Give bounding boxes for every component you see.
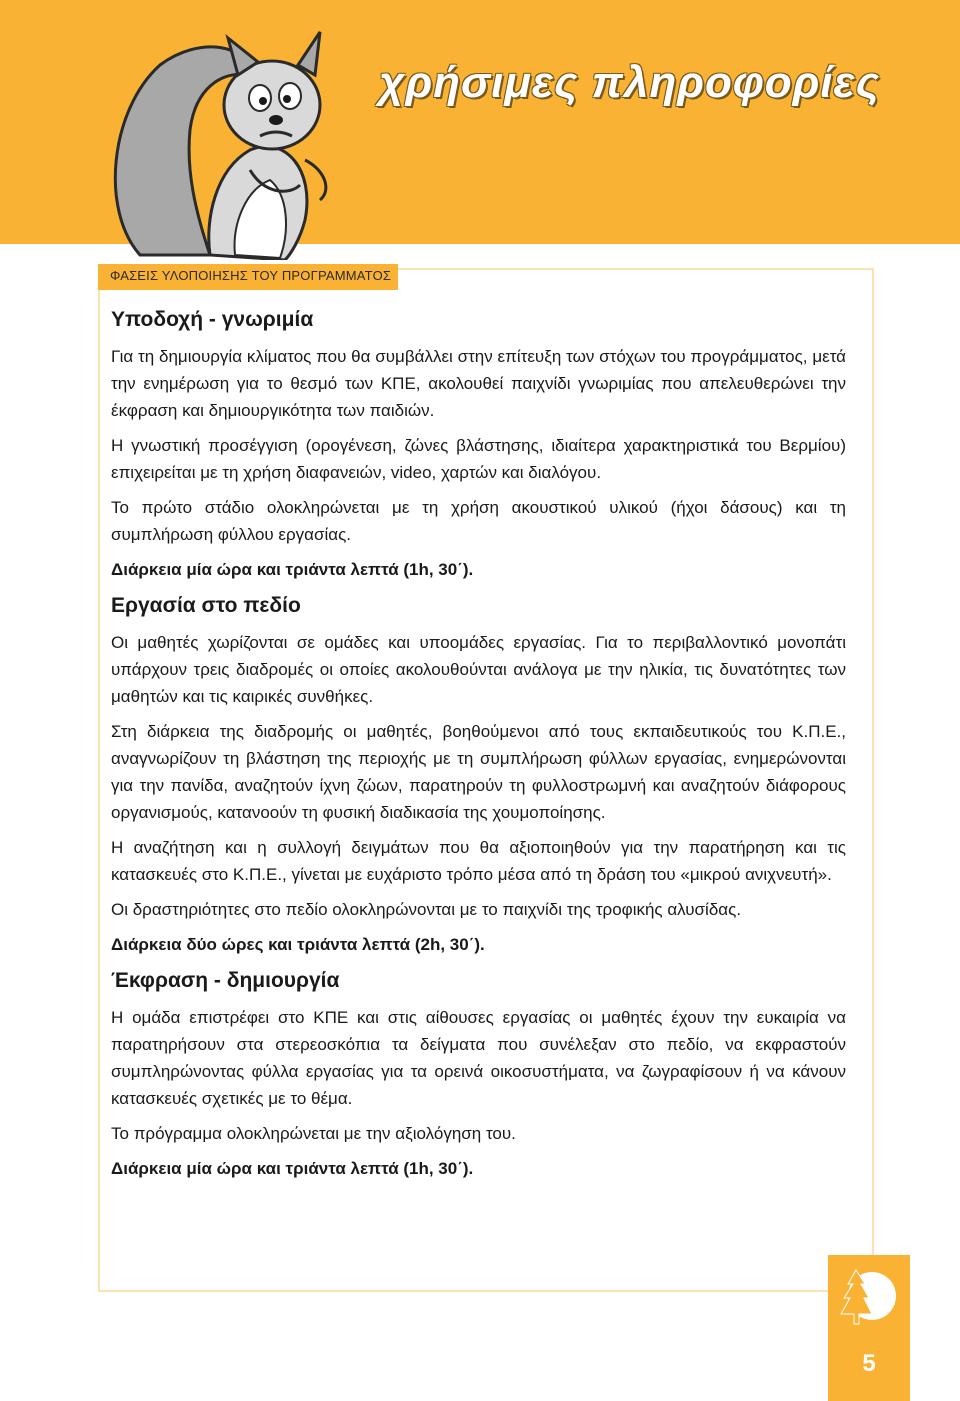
paragraph: Το πρόγραμμα ολοκληρώνεται με την αξιολόγηση του. — [111, 1124, 516, 1143]
paragraph: Οι μαθητές χωρίζονται σε ομάδες και υποομάδες εργασίας. Για το περιβαλλοντικό μονοπάτι υπάρχουν τρεις διαδρομές οι οποίες ακολουθούνται ανάλογα με την ηλικία, τις δυνατότητες των μαθητών και τις καιρικές συνθήκες. — [111, 633, 846, 706]
paragraph: Η γνωστική προσέγγιση (ορογένεση, ζώνες βλάστησης, ιδιαίτερα χαρακτηριστικά του Βερμίου) επιχειρείται με τη χρήση διαφανειών, video, χαρτών και διαλόγου. — [111, 436, 846, 482]
squirrel-mascot-icon — [100, 20, 360, 260]
content — [111, 303, 846, 1188]
fir-tree-icon — [838, 1262, 900, 1334]
paragraph: Η αναζήτηση και η συλλογή δειγμάτων που θα αξιοποιηθούν για την παρατήρηση και τις κατασκευές στο Κ.Π.Ε., γίνεται με ευχάριστο τρόπο μέσα από τη δράση του «μικρού ανιχνευτή». — [111, 838, 846, 884]
section-title-welcome: Υποδοχή - γνωριμία — [111, 308, 314, 331]
paragraph: Οι δραστηριότητες στο πεδίο ολοκληρώνονται με το παιχνίδι της τροφικής αλυσίδας. — [111, 900, 742, 919]
section-tab-label: ΦΑΣΕΙΣ ΥΛΟΠΟΙΗΣΗΣ ΤΟΥ ΠΡΟΓΡΑΜΜΑΤΟΣ — [110, 268, 392, 283]
duration-text: Διάρκεια δύο ώρες και τριάντα λεπτά (2h, 30΄). — [111, 935, 485, 954]
paragraph: Η ομάδα επιστρέφει στο ΚΠΕ και στις αίθουσες εργασίας οι μαθητές έχουν την ευκαιρία να παρατηρήσουν στα στερεοσκόπια τα δείγματα που συνέλεξαν στο πεδίο, να εκφραστούν συμπληρώνοντας φύλλα εργασίας για τα ορεινά οικοσυστήματα, να ζωγραφίσουν ή να κάνουν κατασκευές σχετικές με το θέμα. — [111, 1008, 846, 1108]
paragraph: Για τη δημιουργία κλίματος που θα συμβάλλει στην επίτευξη των στόχων του προγράμματος, μετά την ενημέρωση για το θεσμό των ΚΠΕ, ακολουθεί παιχνίδι γνωριμίας που απελευθερώνει την έκφραση και δημιουργικότητα των παιδιών. — [111, 347, 846, 420]
page-title: χρήσιμες πληροφορίες — [379, 58, 880, 107]
section-tab — [98, 264, 398, 290]
section-title-expression: Έκφραση - δημιουργία — [111, 969, 340, 992]
duration-text: Διάρκεια μία ώρα και τριάντα λεπτά (1h, 30΄). — [111, 1159, 474, 1178]
duration-text: Διάρκεια μία ώρα και τριάντα λεπτά (1h, 30΄). — [111, 560, 474, 579]
paragraph: Στη διάρκεια της διαδρομής οι μαθητές, βοηθούμενοι από τους εκπαιδευτικούς του Κ.Π.Ε., αναγνωρίζουν τη βλάστηση της περιοχής με τη συμπλήρωση φύλλων εργασίας, ενημερώνονται για την πανίδα, αναζητούν ίχνη ζώων, παρατηρούν τη φυλλοστρωμνή και αναζητούν διάφορους οργανισμούς, κατανοούν τη φυσική διαδικασία της χουμοποίησης. — [111, 722, 846, 822]
page-number: 5 — [862, 1350, 876, 1377]
section-title-fieldwork: Εργασία στο πεδίο — [111, 594, 301, 617]
paragraph: Το πρώτο στάδιο ολοκληρώνεται με τη χρήση ακουστικού υλικού (ήχοι δάσους) και τη συμπλήρωση φύλλου εργασίας. — [111, 498, 846, 544]
